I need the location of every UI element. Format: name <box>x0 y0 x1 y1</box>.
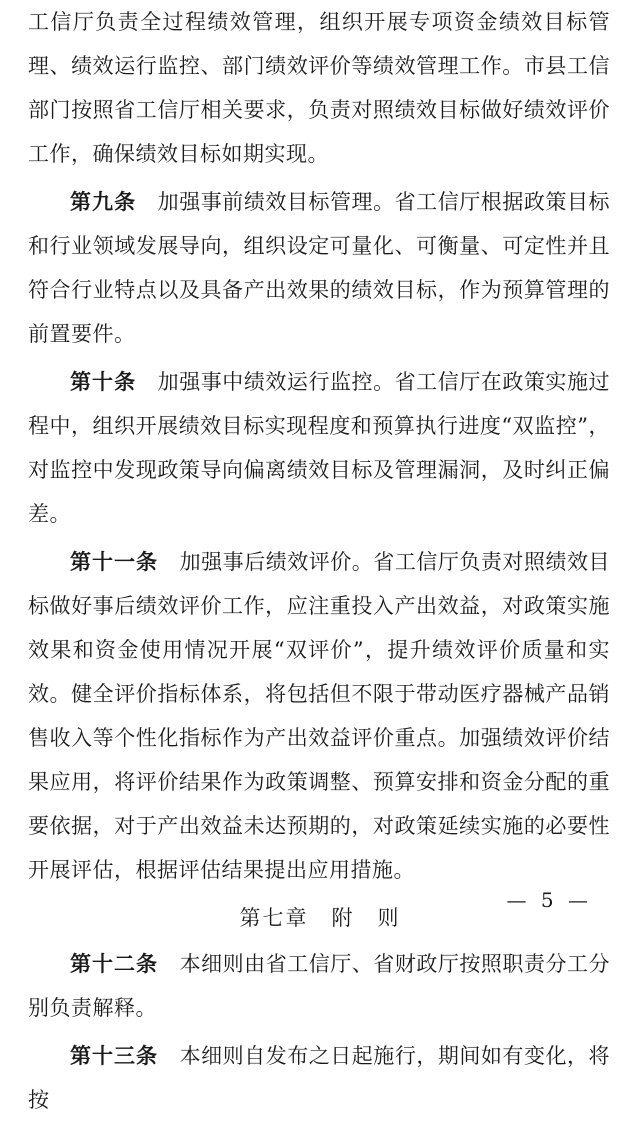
chapter-heading: 第七章 附 则 <box>239 906 401 930</box>
article-13 <box>0 1034 640 1122</box>
article-text: 本细则由省工信厅、省财政厅按照职责分工分别负责解释。 <box>28 952 611 1020</box>
article-9 <box>0 180 640 356</box>
article-heading: 第十二条 <box>70 952 159 976</box>
article-text: 加强事前绩效目标管理。省工信厅根据政策目标和行业领域发展导向，组织设定可量化、可衡量、可定性并且符合行业特点以及具备产出效果的绩效目标，作为预算管理的前置要件。 <box>28 190 611 346</box>
continuation-paragraph: 工信厅负责全过程绩效管理，组织开展专项资金绩效目标管理、绩效运行监控、部门绩效评价等绩效管理工作。市县工信部门按照省工信厅相关要求，负责对照绩效目标做好绩效评价工作，确保绩效目标如期实现。 <box>28 10 610 166</box>
article-heading: 第十三条 <box>70 1044 159 1068</box>
article-10 <box>0 360 640 536</box>
page-number: — 5 — <box>506 888 592 912</box>
article-12 <box>0 942 640 1030</box>
article-heading: 第九条 <box>70 190 137 214</box>
article-heading: 第十一条 <box>70 550 159 574</box>
article-11 <box>0 540 640 892</box>
article-text: 加强事后绩效评价。省工信厅负责对照绩效目标做好事后绩效评价工作，应注重投入产出效益，对政策实施效果和资金使用情况开展“双评价”，提升绩效评价质量和实效。健全评价指标体系，将包括但不限于带动医疗器械产品销售收入等个性化指标作为产出效益评价重点。加强绩效评价结果应用，将评价结果作为政策调整、预算安排和资金分配的重要依据，对于产出效益未达预期的，对政策延续实施的必要性开展评估，根据评估结果提出应用措施。 <box>28 550 611 882</box>
article-text: 加强事中绩效运行监控。省工信厅在政策实施过程中，组织开展绩效目标实现程度和预算执行进度“双监控”，对监控中发现政策导向偏离绩效目标及管理漏洞，及时纠正偏差。 <box>28 370 611 526</box>
article-heading: 第十条 <box>70 370 137 394</box>
article-text: 本细则自发布之日起施行，期间如有变化，将按 <box>28 1044 611 1112</box>
